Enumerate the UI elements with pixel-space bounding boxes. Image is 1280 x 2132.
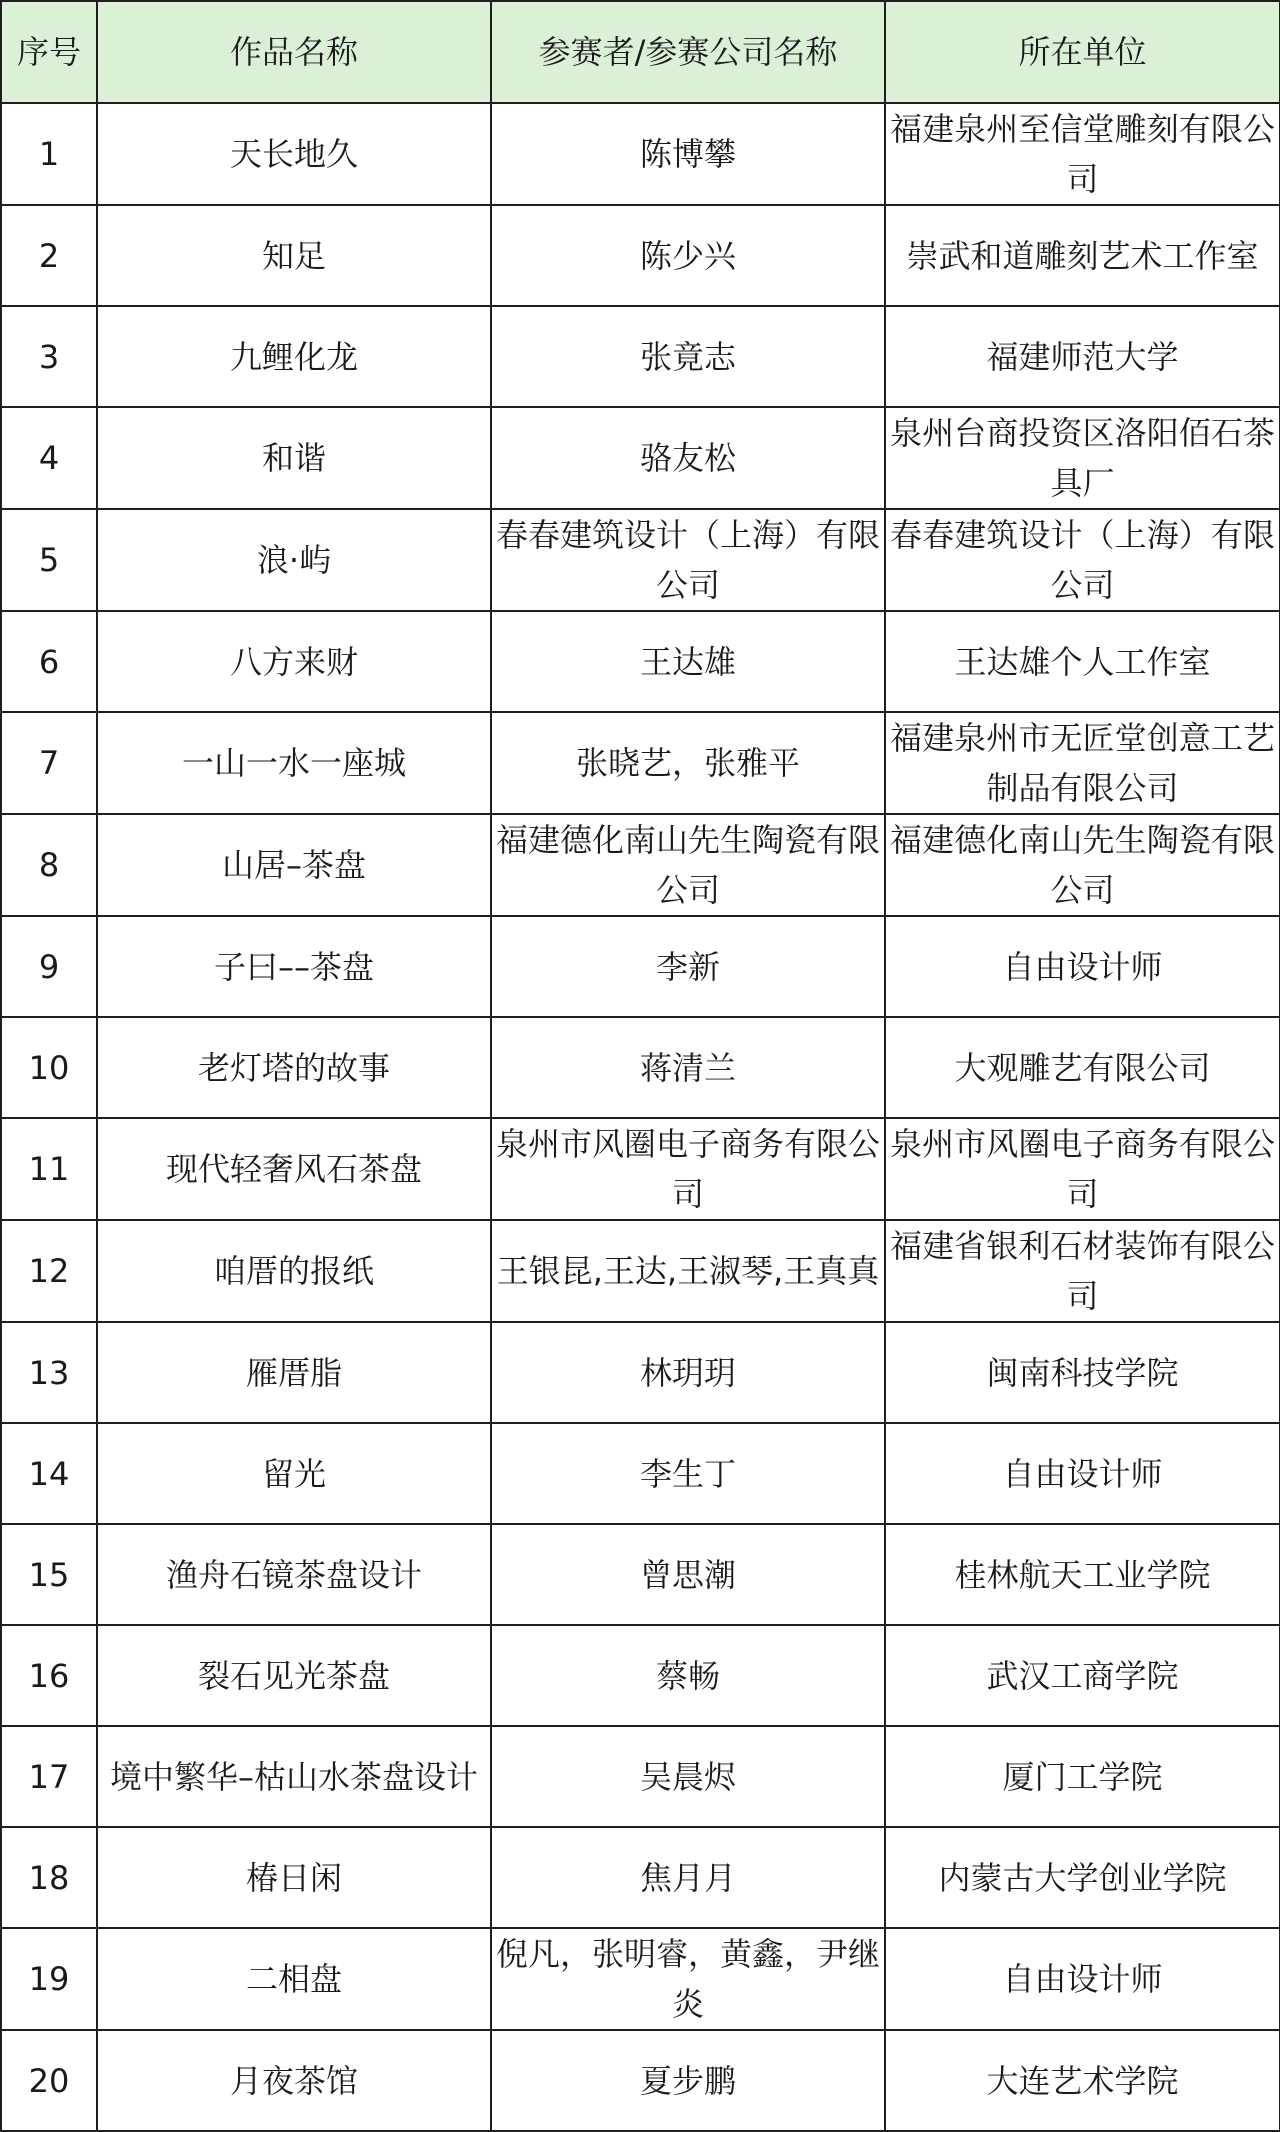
organization: 王达雄个人工作室 <box>885 611 1280 712</box>
work-name: 二相盘 <box>97 1928 491 2030</box>
row-index: 7 <box>1 712 97 814</box>
row-index: 11 <box>1 1118 97 1220</box>
table-row <box>1 1118 1280 1220</box>
participant: 吴晨烬 <box>491 1726 885 1827</box>
work-name: 和谐 <box>97 407 491 509</box>
participant: 焦月月 <box>491 1827 885 1928</box>
participant: 王达雄 <box>491 611 885 712</box>
organization: 福建泉州至信堂雕刻有限公司 <box>885 103 1280 205</box>
row-index: 10 <box>1 1017 97 1118</box>
header-index: 序号 <box>1 1 97 103</box>
organization: 武汉工商学院 <box>885 1625 1280 1726</box>
organization: 泉州台商投资区洛阳佰石茶具厂 <box>885 407 1280 509</box>
participant: 张竟志 <box>491 306 885 407</box>
organization: 福建省银利石材装饰有限公司 <box>885 1220 1280 1322</box>
table-row <box>1 509 1280 611</box>
participant: 倪凡，张明睿，黄鑫，尹继炎 <box>491 1928 885 2030</box>
work-name: 境中繁华–枯山水茶盘设计 <box>97 1726 491 1827</box>
table-row <box>1 1017 1280 1118</box>
organization: 桂林航天工业学院 <box>885 1524 1280 1625</box>
table-row <box>1 1423 1280 1524</box>
organization: 自由设计师 <box>885 916 1280 1017</box>
organization: 泉州市风圈电子商务有限公司 <box>885 1118 1280 1220</box>
table-row <box>1 1928 1280 2030</box>
row-index: 14 <box>1 1423 97 1524</box>
work-name: 渔舟石镜茶盘设计 <box>97 1524 491 1625</box>
organization: 崇武和道雕刻艺术工作室 <box>885 205 1280 306</box>
row-index: 4 <box>1 407 97 509</box>
header-participant: 参赛者/参赛公司名称 <box>491 1 885 103</box>
table-row <box>1 1625 1280 1726</box>
organization: 春春建筑设计（上海）有限公司 <box>885 509 1280 611</box>
work-name: 老灯塔的故事 <box>97 1017 491 1118</box>
header-work-name: 作品名称 <box>97 1 491 103</box>
row-index: 1 <box>1 103 97 205</box>
participant: 曾思潮 <box>491 1524 885 1625</box>
work-name: 八方来财 <box>97 611 491 712</box>
row-index: 20 <box>1 2030 97 2131</box>
work-name: 留光 <box>97 1423 491 1524</box>
row-index: 13 <box>1 1322 97 1423</box>
work-name: 浪·屿 <box>97 509 491 611</box>
participant: 王银昆,王达,王淑琴,王真真 <box>491 1220 885 1322</box>
work-name: 天长地久 <box>97 103 491 205</box>
table-row <box>1 916 1280 1017</box>
participant: 张晓艺，张雅平 <box>491 712 885 814</box>
row-index: 12 <box>1 1220 97 1322</box>
participant: 陈博攀 <box>491 103 885 205</box>
header-organization: 所在单位 <box>885 1 1280 103</box>
row-index: 17 <box>1 1726 97 1827</box>
participant: 骆友松 <box>491 407 885 509</box>
participant: 夏步鹏 <box>491 2030 885 2131</box>
participant: 李生丁 <box>491 1423 885 1524</box>
organization: 福建泉州市无匠堂创意工艺制品有限公司 <box>885 712 1280 814</box>
organization: 福建德化南山先生陶瓷有限公司 <box>885 814 1280 916</box>
table-row <box>1 712 1280 814</box>
row-index: 2 <box>1 205 97 306</box>
participant: 蒋清兰 <box>491 1017 885 1118</box>
row-index: 3 <box>1 306 97 407</box>
work-name: 咱厝的报纸 <box>97 1220 491 1322</box>
organization: 内蒙古大学创业学院 <box>885 1827 1280 1928</box>
participant: 蔡畅 <box>491 1625 885 1726</box>
participant: 福建德化南山先生陶瓷有限公司 <box>491 814 885 916</box>
participant: 李新 <box>491 916 885 1017</box>
table-row <box>1 611 1280 712</box>
row-index: 8 <box>1 814 97 916</box>
work-name: 一山一水一座城 <box>97 712 491 814</box>
work-name: 雁厝脂 <box>97 1322 491 1423</box>
row-index: 9 <box>1 916 97 1017</box>
table-row <box>1 2030 1280 2131</box>
organization: 闽南科技学院 <box>885 1322 1280 1423</box>
row-index: 19 <box>1 1928 97 2030</box>
participant: 春春建筑设计（上海）有限公司 <box>491 509 885 611</box>
table-row <box>1 407 1280 509</box>
row-index: 5 <box>1 509 97 611</box>
table-header-row <box>1 1 1280 103</box>
table-row <box>1 1322 1280 1423</box>
organization: 自由设计师 <box>885 1928 1280 2030</box>
organization: 自由设计师 <box>885 1423 1280 1524</box>
participant: 陈少兴 <box>491 205 885 306</box>
table-row <box>1 205 1280 306</box>
row-index: 18 <box>1 1827 97 1928</box>
table-row <box>1 1524 1280 1625</box>
table-row <box>1 103 1280 205</box>
work-name: 现代轻奢风石茶盘 <box>97 1118 491 1220</box>
organization: 福建师范大学 <box>885 306 1280 407</box>
work-name: 子曰––茶盘 <box>97 916 491 1017</box>
table-row <box>1 814 1280 916</box>
row-index: 16 <box>1 1625 97 1726</box>
work-name: 九鲤化龙 <box>97 306 491 407</box>
participant: 林玥玥 <box>491 1322 885 1423</box>
organization: 大连艺术学院 <box>885 2030 1280 2131</box>
work-name: 裂石见光茶盘 <box>97 1625 491 1726</box>
work-name: 椿日闲 <box>97 1827 491 1928</box>
participant: 泉州市风圈电子商务有限公司 <box>491 1118 885 1220</box>
row-index: 6 <box>1 611 97 712</box>
row-index: 15 <box>1 1524 97 1625</box>
work-name: 月夜茶馆 <box>97 2030 491 2131</box>
table-row <box>1 306 1280 407</box>
organization: 大观雕艺有限公司 <box>885 1017 1280 1118</box>
table-row <box>1 1827 1280 1928</box>
table-row <box>1 1726 1280 1827</box>
work-name: 山居–茶盘 <box>97 814 491 916</box>
work-name: 知足 <box>97 205 491 306</box>
table-row <box>1 1220 1280 1322</box>
organization: 厦门工学院 <box>885 1726 1280 1827</box>
